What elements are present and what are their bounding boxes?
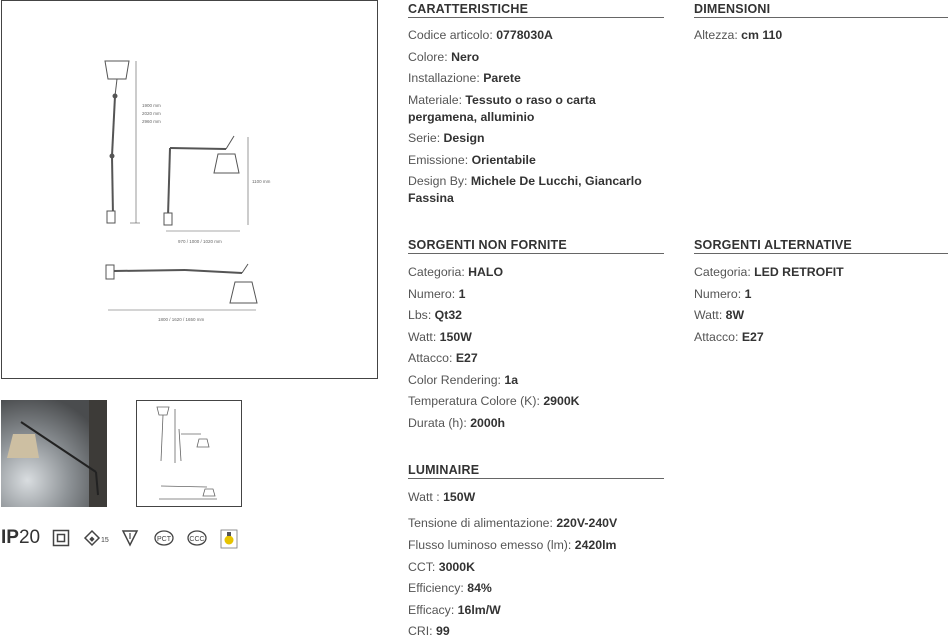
section-divider	[694, 253, 948, 254]
bulb-energy-icon	[220, 529, 238, 549]
spec-row-installazione: Installazione: Parete	[408, 71, 521, 85]
thumbnail-technical-drawing[interactable]	[136, 400, 242, 507]
spec-row-serie: Serie: Design	[408, 131, 485, 145]
section-title-dimensioni: DIMENSIONI	[694, 2, 771, 16]
spec-row-materiale: Materiale: Tessuto o raso o carta pergamena, alluminio	[408, 93, 596, 124]
spec-row-design-by: Design By: Michele De Lucchi, Giancarlo Fassina	[408, 174, 642, 205]
spec-row-efficiency: Efficiency: 84%	[408, 581, 492, 595]
svg-text:◆: ◆	[89, 536, 95, 543]
spec-row-flusso: Flusso luminoso emesso (lm): 2420lm	[408, 538, 617, 552]
spec-row-cri: CRI: 99	[408, 624, 450, 638]
spec-row-temperatura-colore: Temperatura Colore (K): 2900K	[408, 394, 580, 408]
pct-icon	[153, 529, 175, 547]
svg-text:15: 15	[101, 537, 109, 544]
section-divider	[408, 253, 664, 254]
spec-row-alt-watt: Watt: 8W	[694, 308, 745, 322]
technical-drawing	[2, 1, 379, 380]
section-title-caratteristiche: CARATTERISTICHE	[408, 2, 529, 16]
section-title-luminaire: LUMINAIRE	[408, 463, 480, 477]
ip-rating: IP20	[1, 527, 41, 548]
spec-row-emissione: Emissione: Orientabile	[408, 153, 536, 167]
spec-row-attacco: Attacco: E27	[408, 351, 478, 365]
spec-row-categoria: Categoria: HALO	[408, 265, 504, 279]
spec-row-lbs: Lbs: Qt32	[408, 308, 463, 322]
section-title-sorgenti-non-fornite: SORGENTI NON FORNITE	[408, 238, 567, 252]
ccc-icon	[186, 529, 208, 547]
f-mark-icon	[121, 529, 139, 547]
lamp-horizontal-drawing	[106, 264, 257, 310]
lamp-side-drawing	[164, 136, 248, 231]
spec-row-colore: Colore: Nero	[408, 50, 480, 64]
svg-text:1100 mm: 1100 mm	[252, 179, 271, 184]
svg-text:PCT: PCT	[157, 536, 171, 543]
section-divider	[408, 478, 664, 479]
enec-icon	[83, 529, 109, 547]
svg-text:1800 / 1620 / 1650 mm: 1800 / 1620 / 1650 mm	[158, 317, 205, 322]
svg-text:1900 mm: 1900 mm	[142, 103, 161, 108]
spec-row-tensione: Tensione di alimentazione: 220V-240V	[408, 516, 618, 530]
spec-row-altezza: Altezza: cm 110	[694, 28, 783, 42]
certifications-row	[0, 527, 250, 549]
thumbnail-photo[interactable]	[1, 400, 107, 507]
spec-row-alt-categoria: Categoria: LED RETROFIT	[694, 265, 844, 279]
section-divider	[408, 17, 664, 18]
svg-text:CCC: CCC	[189, 536, 205, 543]
section-title-sorgenti-alternative: SORGENTI ALTERNATIVE	[694, 238, 852, 252]
spec-row-color-rendering: Color Rendering: 1a	[408, 373, 519, 387]
class-ii-icon	[52, 529, 70, 547]
section-divider	[694, 17, 948, 18]
spec-row-codice: Codice articolo: 0778030A	[408, 28, 553, 42]
spec-row-alt-numero: Numero: 1	[694, 287, 752, 301]
svg-text:2020 mm: 2020 mm	[142, 111, 161, 116]
svg-text:970 / 1000 / 1020 mm: 970 / 1000 / 1020 mm	[178, 239, 222, 244]
spec-row-cct: CCT: 3000K	[408, 560, 475, 574]
spec-row-efficacy: Efficacy: 16lm/W	[408, 603, 501, 617]
svg-text:2960 mm: 2960 mm	[142, 119, 161, 124]
lamp-vertical-drawing	[105, 61, 140, 223]
spec-row-lum-watt: Watt : 150W	[408, 490, 476, 504]
spec-row-numero: Numero: 1	[408, 287, 466, 301]
spec-row-watt: Watt: 150W	[408, 330, 472, 344]
spec-row-alt-attacco: Attacco: E27	[694, 330, 764, 344]
spec-row-durata: Durata (h): 2000h	[408, 416, 506, 430]
product-main-image[interactable]	[1, 0, 378, 379]
